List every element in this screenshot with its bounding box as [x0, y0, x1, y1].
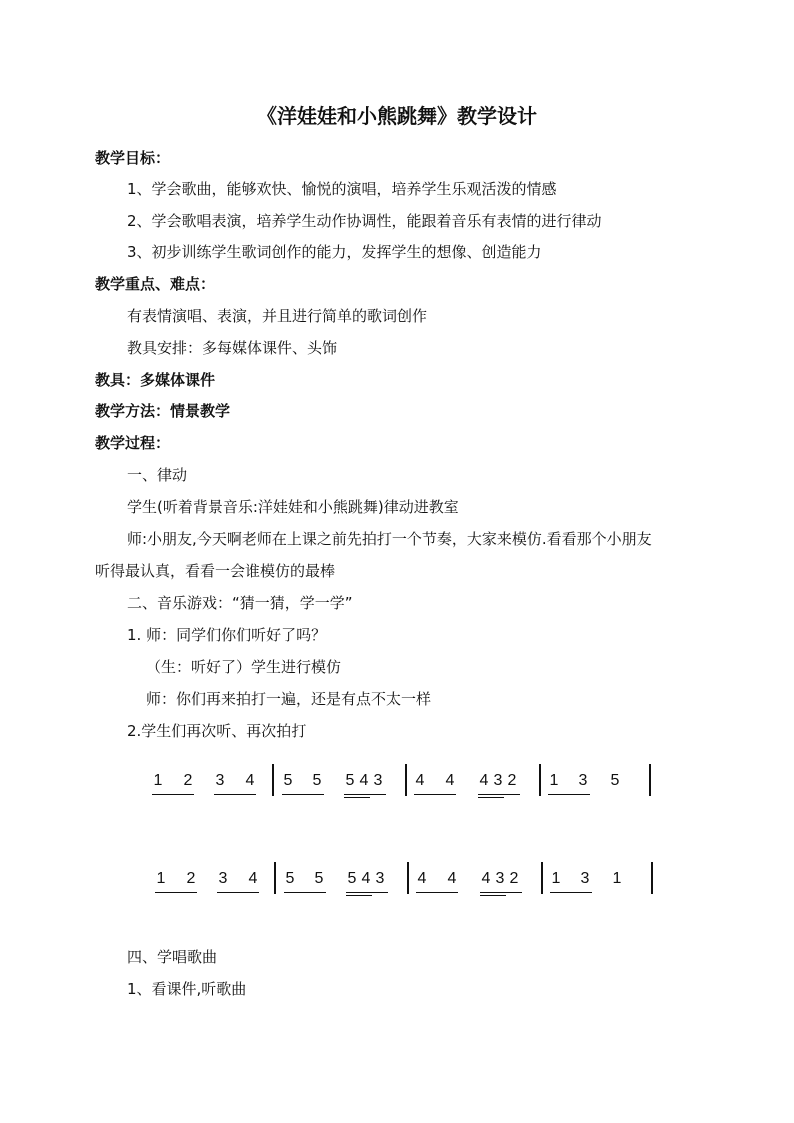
rhythm-score-row-2: [150, 862, 660, 902]
score-note: 3: [218, 870, 228, 887]
doc-title: 《洋娃娃和小熊跳舞》教学设计: [257, 104, 537, 128]
score-note: 5: [345, 772, 355, 789]
score-note: 3: [578, 772, 588, 789]
score-note: 1: [549, 772, 559, 789]
score-note: 5: [314, 870, 324, 887]
bar-line: [649, 764, 651, 796]
rhythm-score-row-1: [150, 764, 660, 804]
score-note: 4: [359, 772, 369, 789]
score-note: 4: [481, 870, 491, 887]
heading-process: 教学过程：: [95, 434, 171, 452]
score-note: 3: [493, 772, 503, 789]
eighth-beam: [548, 794, 590, 795]
bar-line: [274, 862, 276, 894]
score-note: 3: [580, 870, 590, 887]
eighth-beam: [214, 794, 256, 795]
heading-key-points: 教学重点、难点：: [95, 275, 216, 293]
score-note: 1: [153, 772, 163, 789]
process-line-2: 学生(听着背景音乐:洋娃娃和小熊跳舞)律动进教室: [127, 498, 459, 516]
process-line-6: （生：听好了）学生进行模仿: [146, 658, 342, 676]
process-line-3b: 听得最认真，看看一会谁模仿的最棒: [95, 562, 336, 580]
bar-line: [651, 862, 653, 894]
sixteenth-beam: [480, 892, 522, 893]
score-note: 5: [312, 772, 322, 789]
score-note: 4: [415, 772, 425, 789]
process-line-5: 1. 师：同学们你们听好了吗？: [127, 626, 327, 644]
process-line-8: 2.学生们再次听、再次拍打: [127, 722, 307, 740]
score-note: 5: [283, 772, 293, 789]
score-note: 4: [445, 772, 455, 789]
eighth-beam: [155, 892, 197, 893]
score-note: 4: [479, 772, 489, 789]
bar-line: [407, 862, 409, 894]
score-note: 2: [507, 772, 517, 789]
score-note: 5: [285, 870, 295, 887]
heading-method: 教学方法：情景教学: [95, 402, 231, 420]
score-note: 5: [347, 870, 357, 887]
sixteenth-beam: [346, 892, 388, 893]
key-point-1: 有表情演唱、表演，并且进行简单的歌词创作: [127, 307, 428, 325]
score-note: 4: [248, 870, 258, 887]
score-note: 3: [375, 870, 385, 887]
bar-line: [541, 862, 543, 894]
eighth-beam: [284, 892, 326, 893]
score-note: 3: [215, 772, 225, 789]
score-note: 1: [156, 870, 166, 887]
sixteenth-beam: [478, 794, 520, 795]
process-line-10: 1、看课件,听歌曲: [127, 980, 247, 998]
process-line-4: 二、音乐游戏：“猜一猜，学一学”: [127, 594, 353, 612]
bar-line: [405, 764, 407, 796]
process-line-3a: 师:小朋友,今天啊老师在上课之前先拍打一个节奏，大家来模仿.看看那个小朋友: [127, 530, 652, 548]
sixteenth-beam: [480, 895, 506, 896]
eighth-beam: [282, 794, 324, 795]
score-note: 3: [495, 870, 505, 887]
goal-1: 1、学会歌曲，能够欢快、愉悦的演唱，培养学生乐观活泼的情感: [127, 180, 557, 198]
score-note: 4: [417, 870, 427, 887]
key-point-2: 教具安排：多每媒体课件、头饰: [127, 339, 338, 357]
score-note: 1: [612, 870, 622, 887]
score-note: 2: [509, 870, 519, 887]
eighth-beam: [217, 892, 259, 893]
bar-line: [539, 764, 541, 796]
score-note: 1: [551, 870, 561, 887]
sixteenth-beam: [346, 895, 372, 896]
sixteenth-beam: [344, 797, 370, 798]
goal-3: 3、初步训练学生歌词创作的能力，发挥学生的想像、创造能力: [127, 243, 542, 261]
process-line-9: 四、学唱歌曲: [127, 948, 218, 966]
score-note: 5: [610, 772, 620, 789]
score-note: 3: [373, 772, 383, 789]
goal-2: 2、学会歌唱表演，培养学生动作协调性，能跟着音乐有表情的进行律动: [127, 212, 602, 230]
process-line-7: 师：你们再来拍打一遍，还是有点不太一样: [146, 690, 432, 708]
sixteenth-beam: [478, 797, 504, 798]
score-note: 4: [447, 870, 457, 887]
eighth-beam: [416, 892, 458, 893]
eighth-beam: [414, 794, 456, 795]
score-note: 2: [183, 772, 193, 789]
bar-line: [272, 764, 274, 796]
score-note: 4: [245, 772, 255, 789]
heading-tools: 教具：多媒体课件: [95, 371, 216, 389]
process-line-1: 一、律动: [127, 466, 188, 484]
heading-goals: 教学目标：: [95, 149, 171, 167]
sixteenth-beam: [344, 794, 386, 795]
eighth-beam: [550, 892, 592, 893]
score-note: 4: [361, 870, 371, 887]
eighth-beam: [152, 794, 194, 795]
score-note: 2: [186, 870, 196, 887]
